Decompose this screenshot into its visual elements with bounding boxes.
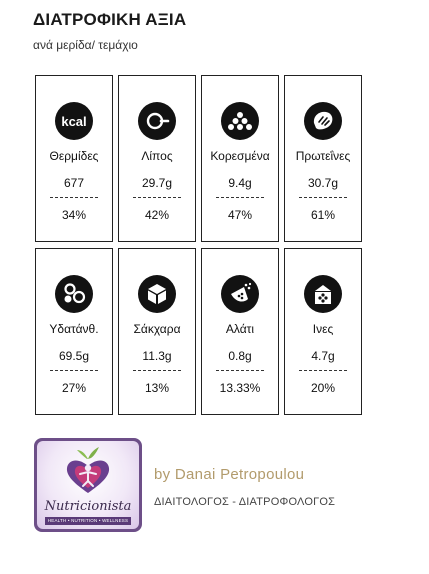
nutrient-label: Κορεσμένα [210, 149, 270, 163]
nutrient-card-sugars [118, 248, 196, 415]
nutrient-label: Πρωτεΐνες [295, 149, 351, 163]
nutrient-percent: 47% [227, 208, 253, 222]
professional-role: ΔΙΑΙΤΟΛΟΓΟΣ - ΔΙΑΤΡΟΦΟΛΟΓΟΣ [154, 496, 336, 508]
nutrient-card-fiber [284, 248, 362, 415]
nutrient-percent: 34% [61, 208, 87, 222]
page-title: ΔΙΑΤΡΟΦΙΚΗ ΑΞΙΑ [33, 10, 187, 29]
nutrient-value: 11.3g [142, 349, 172, 363]
nutrient-percent: 61% [310, 208, 336, 222]
nutrient-percent: 13.33% [219, 381, 261, 395]
nutrient-label: Αλάτι [225, 322, 255, 336]
meat-steak-icon [304, 102, 342, 140]
kcal-icon-text: kcal [61, 113, 87, 129]
nutrient-card-salt [201, 248, 279, 415]
nutrient-value: 0.8g [228, 349, 252, 363]
salt-shaker-icon [221, 275, 259, 313]
logo-background [37, 441, 139, 529]
nutrient-card-carbs [35, 248, 113, 415]
heart-figure-icon [37, 441, 139, 501]
nutrient-percent: 13% [144, 381, 170, 395]
nutrient-label: Ινες [312, 322, 334, 336]
divider [50, 370, 98, 371]
nutrient-value: 69.5g [58, 349, 90, 363]
nutrient-percent: 20% [310, 381, 336, 395]
divider [216, 370, 264, 371]
logo-tagline: HEALTH • NUTRITION • WELLNESS [45, 517, 131, 525]
nutrient-card-calories [35, 75, 113, 242]
nutrient-label: Λίπος [141, 149, 173, 163]
nutrient-card-fat [118, 75, 196, 242]
nutrient-label: Σάκχαρα [133, 322, 181, 336]
frying-pan-icon [138, 102, 176, 140]
nutrient-value: 677 [63, 176, 85, 190]
nutrient-label: Υδατάνθ. [49, 322, 99, 336]
nutrient-percent: 42% [144, 208, 170, 222]
dots-triangle-icon [221, 102, 259, 140]
page-subtitle: ανά μερίδα/ τεμάχιο [33, 38, 138, 52]
nutrient-value: 9.4g [228, 176, 252, 190]
divider [299, 370, 347, 371]
nutrient-value: 4.7g [311, 349, 335, 363]
nutrient-card-saturated [201, 75, 279, 242]
brand-byline: by Danai Petropoulou [154, 466, 305, 483]
divider [216, 197, 264, 198]
divider [133, 370, 181, 371]
nutrient-card-protein [284, 75, 362, 242]
nutrition-grid [35, 75, 362, 415]
carb-circles-icon [55, 275, 93, 313]
kcal-icon [55, 102, 93, 140]
nutrient-value: 30.7g [307, 176, 339, 190]
divider [133, 197, 181, 198]
logo-name: Nutricionista [44, 499, 132, 514]
nutrient-percent: 27% [61, 381, 87, 395]
nutricionista-logo [34, 438, 142, 532]
sugar-cube-icon [138, 275, 176, 313]
divider [50, 197, 98, 198]
divider [299, 197, 347, 198]
fiber-bag-icon [304, 275, 342, 313]
nutrient-value: 29.7g [141, 176, 173, 190]
nutrient-label: Θερμίδες [49, 149, 99, 163]
